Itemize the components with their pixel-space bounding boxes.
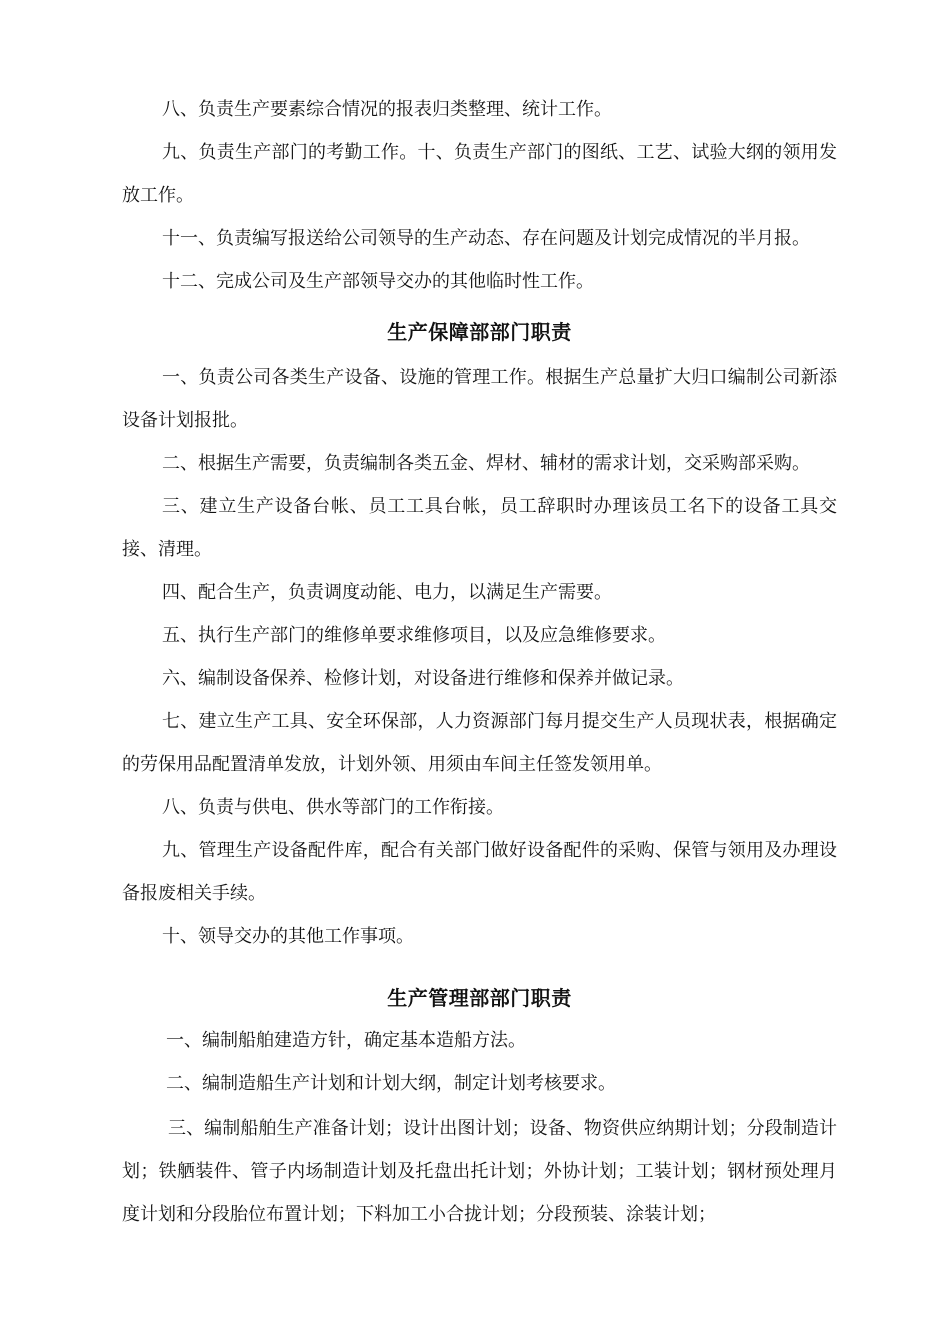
- list-item: 三、编制船舶生产准备计划；设计出图计划；设备、物资供应纳期计划；分段制造计划；铁舾装件、管子内场制造计划及托盘出托计划；外协计划；工装计划；钢材预处理月度计划和分段胎位布置计划；下料加工小合拢计划；分段预装、涂装计划；: [122, 1118, 837, 1225]
- list-item: 九、负责生产部门的考勤工作。十、负责生产部门的图纸、工艺、试验大纲的领用发放工作。: [122, 142, 837, 206]
- list-item: 五、执行生产部门的维修单要求维修项目，以及应急维修要求。: [162, 625, 666, 646]
- list-item: 六、编制设备保养、检修计划，对设备进行维修和保养并做记录。: [162, 668, 684, 689]
- list-item: 八、负责与供电、供水等部门的工作衔接。: [162, 797, 504, 818]
- list-item: 九、管理生产设备配件库，配合有关部门做好设备配件的采购、保管与领用及办理设备报废相关手续。: [122, 840, 837, 904]
- section-title: 生产管理部部门职责: [387, 986, 572, 1010]
- list-item: 三、建立生产设备台帐、员工工具台帐，员工辞职时办理该员工名下的设备工具交接、清理。: [122, 496, 837, 560]
- list-item: 二、根据生产需要，负责编制各类五金、焊材、辅材的需求计划，交采购部采购。: [162, 453, 810, 474]
- list-item: 八、负责生产要素综合情况的报表归类整理、统计工作。: [162, 99, 612, 120]
- list-item: 十、领导交办的其他工作事项。: [162, 926, 414, 947]
- section-items-list: [122, 1019, 837, 1236]
- list-item: 四、配合生产，负责调度动能、电力，以满足生产需要。: [162, 582, 612, 603]
- top-items-list: [122, 88, 837, 303]
- list-item: 二、编制造船生产计划和计划大纲，制定计划考核要求。: [166, 1073, 616, 1094]
- section-title: 生产保障部部门职责: [387, 320, 572, 344]
- list-item: 七、建立生产工具、安全环保部，人力资源部门每月提交生产人员现状表，根据确定的劳保用品配置清单发放，计划外领、用须由车间主任签发领用单。: [122, 711, 837, 775]
- list-item: 一、负责公司各类生产设备、设施的管理工作。根据生产总量扩大归口编制公司新添设备计划报批。: [122, 367, 837, 431]
- list-item: 一、编制船舶建造方针，确定基本造船方法。: [166, 1030, 526, 1051]
- list-item: 十一、负责编写报送给公司领导的生产动态、存在问题及计划完成情况的半月报。: [162, 228, 810, 249]
- section-items-list: [122, 356, 837, 958]
- list-item: 十二、完成公司及生产部领导交办的其他临时性工作。: [162, 271, 594, 292]
